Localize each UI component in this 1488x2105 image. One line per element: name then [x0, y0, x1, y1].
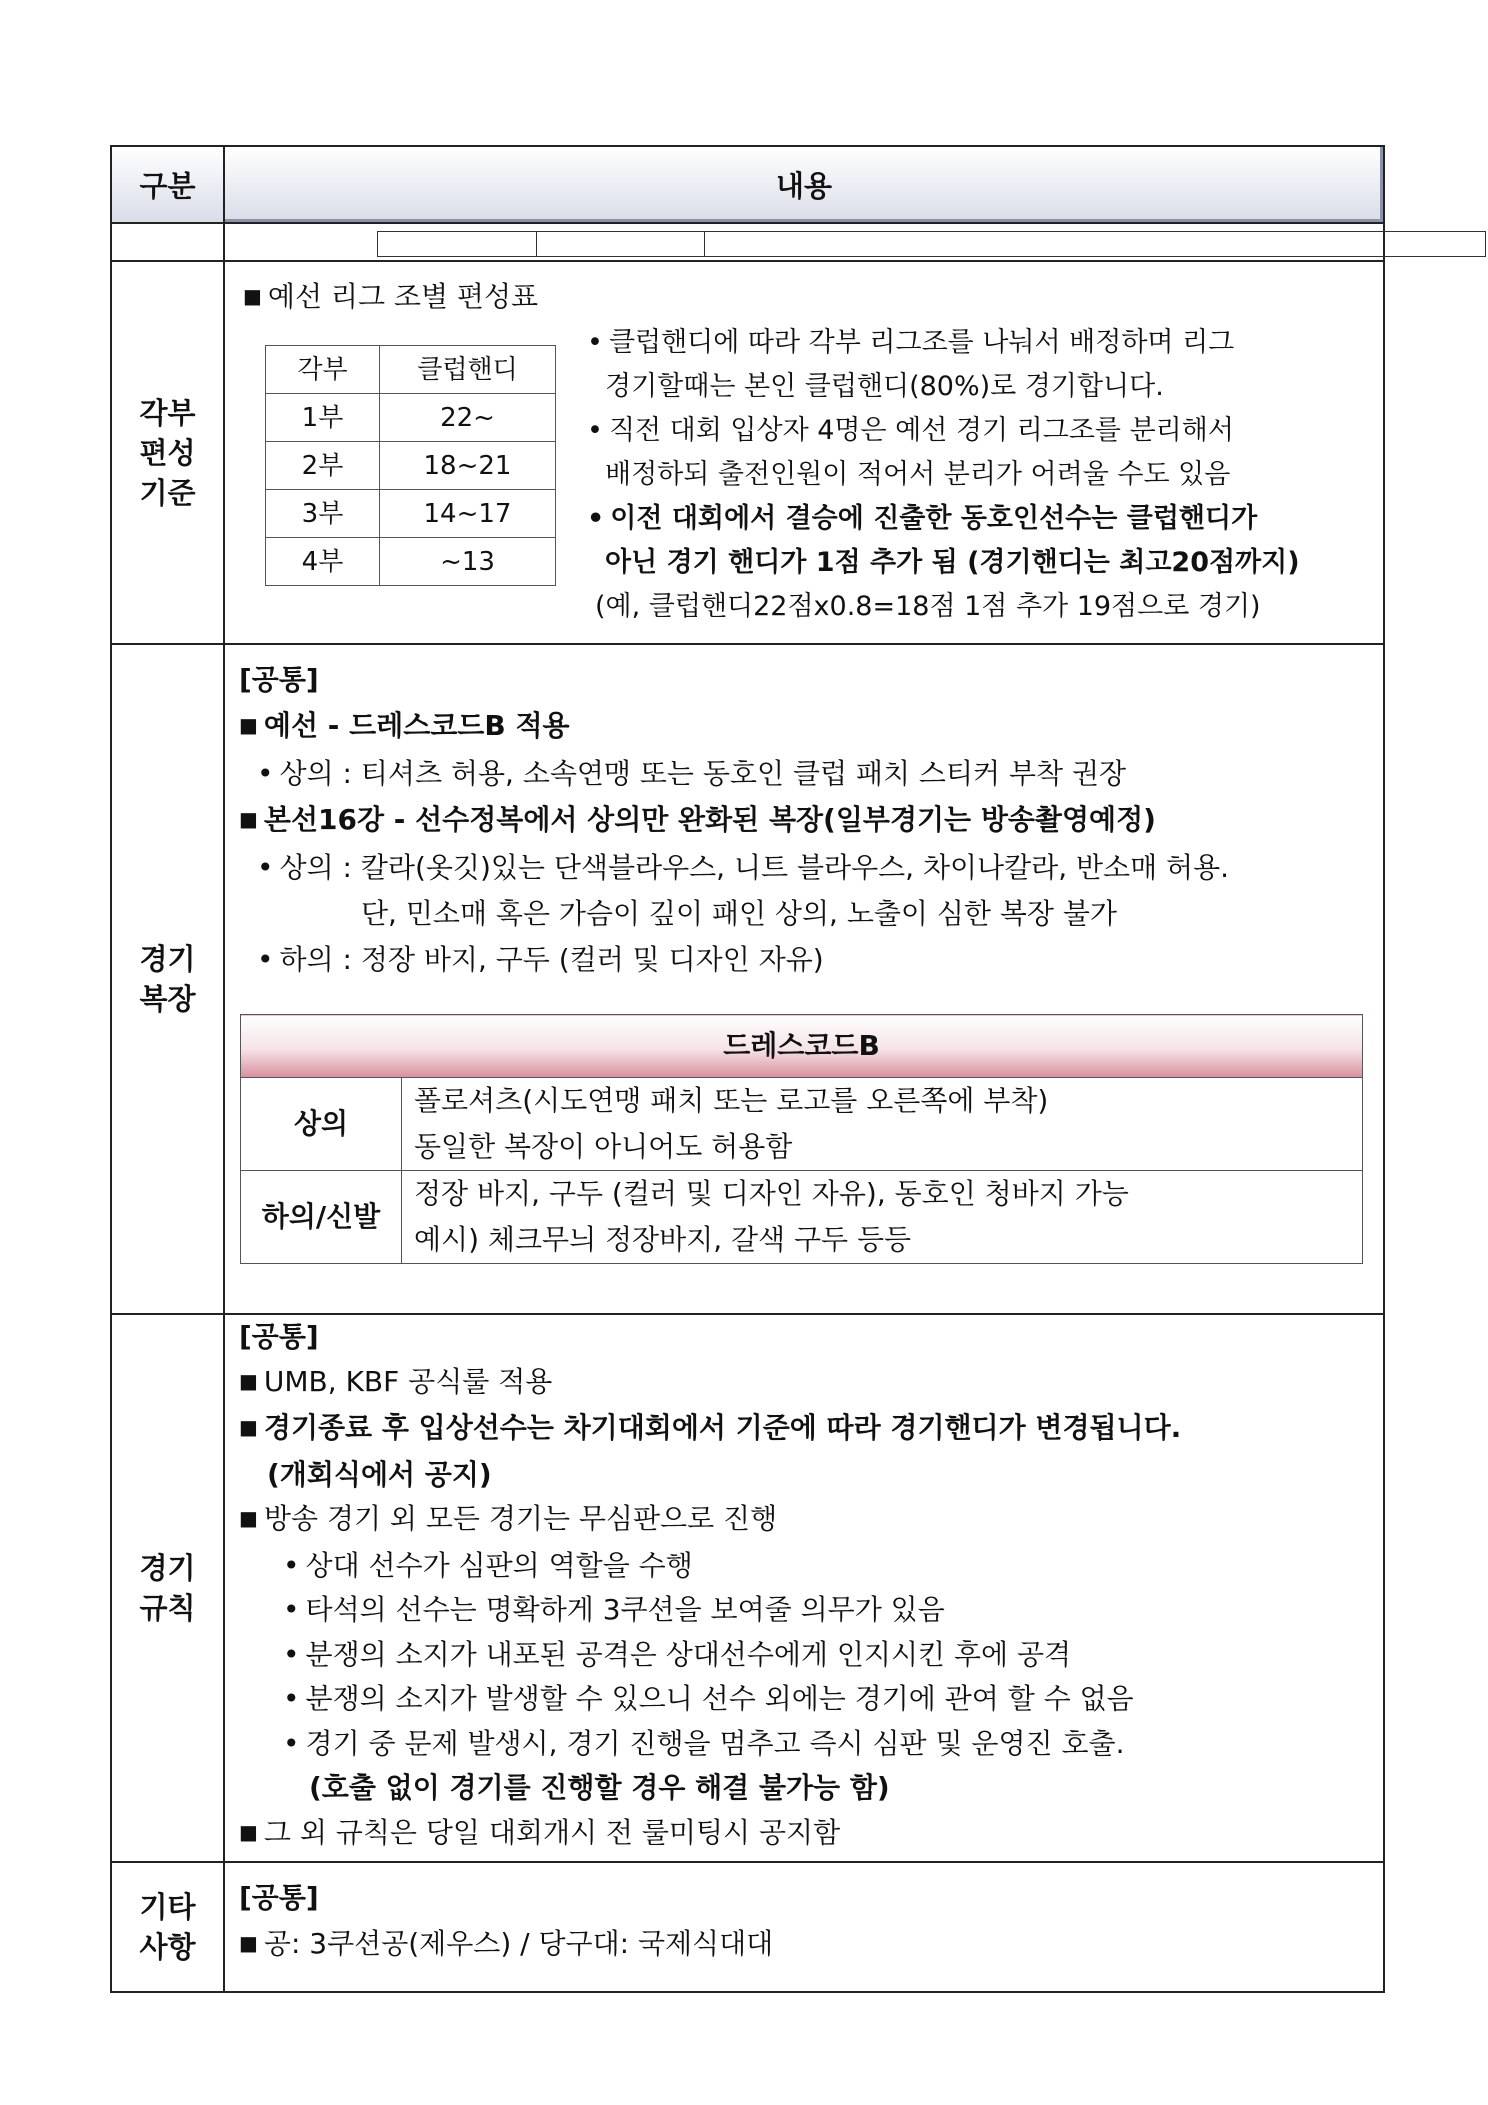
handicap-row: 1부 22~: [266, 394, 556, 442]
blank-row: [111, 223, 1384, 261]
dot-bullet-icon: •: [587, 503, 605, 534]
square-bullet-icon: ■: [239, 1819, 258, 1844]
dress-code-bottom-label: 하의/신발: [241, 1171, 402, 1264]
square-bullet-icon: ■: [239, 1506, 258, 1530]
dot-bullet-icon: •: [283, 1637, 300, 1671]
rules-table: [110, 145, 1385, 1993]
dot-bullet-icon: •: [257, 851, 274, 884]
square-bullet-icon: ■: [239, 1931, 258, 1955]
dress-code-table: [240, 1014, 1363, 1264]
dress-code-bottom-text: 정장 바지, 구두 (컬러 및 디자인 자유), 동호인 청바지 가능 예시) 체크무늬 정장바지, 갈색 구두 등등: [402, 1171, 1363, 1264]
other-lines: [공통] ■ 공: 3쿠션공(제우스) / 당구대: 국제식대대: [239, 1881, 774, 1960]
handicap-row: 4부 ~13: [266, 538, 556, 586]
handicap-row: 3부 14~17: [266, 490, 556, 538]
rules-row: [111, 1314, 1384, 1862]
other-row: [111, 1862, 1384, 1992]
dress-code-top-text: 폴로셔츠(시도연맹 패치 또는 로고를 오른쪽에 부착) 동일한 복장이 아니어도 허용함: [402, 1078, 1363, 1171]
rules-category: 경기 규칙: [111, 1314, 224, 1862]
placement-row: [111, 261, 1384, 644]
empty-mini-table: [377, 231, 1486, 257]
header-row: [111, 146, 1384, 223]
handicap-table: 각부 클럽핸디 1부 22~ 2부 18~21 3부 14~17 4부 ~13: [265, 345, 556, 586]
other-category: 기타 사항: [111, 1862, 224, 1992]
square-bullet-icon: ■: [239, 807, 258, 831]
placement-title: ■ 예선 리그 조별 편성표: [243, 280, 539, 313]
square-bullet-icon: ■: [239, 1368, 258, 1393]
dress-code-top-label: 상의: [241, 1078, 402, 1171]
rules-lines: [공통] ■ UMB, KBF 공식룰 적용 ■ 경기종료 후 입상선수는 차기대회에서 기준에 따라 경기핸디가 변경됩니다. (개회식에서 공지) ■ 방송 경기 외 모든 경기는 무심판으로 진행 • 상대 선수가 심판의 역할을 수행 • 타석의 선수는 명확하게 3쿠션을 보여줄 의무가 있음 • 분쟁의 소지가 내포된 공격은 상대선수에게 인지시킨 후에 공격 • 분쟁의 소지가 발생할 수 있으니 선수 외에는 경기에 관여 할 수 없음 • 경기 중 문제 발생시, 경기 진행을 멈추고 즉시 심판 및 운영진 호출. (호출 없이 경기를 진행할 경우 해결 불가능 함) ■ 그 외 규칙은 당일 대회개시 전 룰미팅시 공지함: [239, 1320, 1182, 1849]
attire-row: [111, 644, 1384, 1314]
header-category: 구분: [111, 146, 224, 223]
placement-notes: • 클럽핸디에 따라 각부 리그조를 나눠서 배정하며 리그 경기할때는 본인 클럽핸디(80%)로 경기합니다. • 직전 대회 입상자 4명은 예선 경기 리그조를 분리해서 배정하되 출전인원이 적어서 분리가 어려울 수도 있음 • 이전 대회에서 결승에 진출한 동호인선수는 클럽핸디가 아닌 경기 핸디가 1점 추가 됨 (경기핸디는 최고20점까지) (예, 클럽핸디22점x0.8=18점 1점 추가 19점으로 경기): [587, 327, 1300, 622]
attire-category: 경기 복장: [111, 644, 224, 1314]
dot-bullet-icon: •: [257, 757, 274, 790]
dot-bullet-icon: •: [283, 1593, 300, 1626]
dot-bullet-icon: •: [283, 1682, 300, 1715]
square-bullet-icon: ■: [239, 1415, 258, 1439]
dot-bullet-icon: •: [283, 1548, 300, 1582]
header-content: 내용: [224, 146, 1384, 223]
dress-code-title: 드레스코드B: [241, 1015, 1363, 1078]
attire-lines: [공통] ■ 예선 - 드레스코드B 적용 • 상의 : 티셔츠 허용, 소속연맹 또는 동호인 클럽 패치 스티커 부착 권장 ■ 본선16강 - 선수정복에서 상의만 완화된 복장(일부경기는 방송촬영예정) • 상의 : 칼라(옷깃)있는 단색블라우스, 니트 블라우스, 차이나칼라, 반소매 허용. 단, 민소매 혹은 가슴이 깊이 패인 상의, 노출이 심한 복장 불가 • 하의 : 정장 바지, 구두 (컬러 및 디자인 자유): [239, 663, 1230, 976]
handicap-row: 2부 18~21: [266, 442, 556, 490]
dot-bullet-icon: •: [587, 415, 603, 446]
square-bullet-icon: ■: [243, 284, 262, 308]
dot-bullet-icon: •: [587, 327, 603, 358]
square-bullet-icon: ■: [239, 713, 258, 737]
dot-bullet-icon: •: [257, 943, 274, 976]
placement-category: 각부 편성 기준: [111, 261, 224, 644]
dot-bullet-icon: •: [283, 1726, 300, 1760]
